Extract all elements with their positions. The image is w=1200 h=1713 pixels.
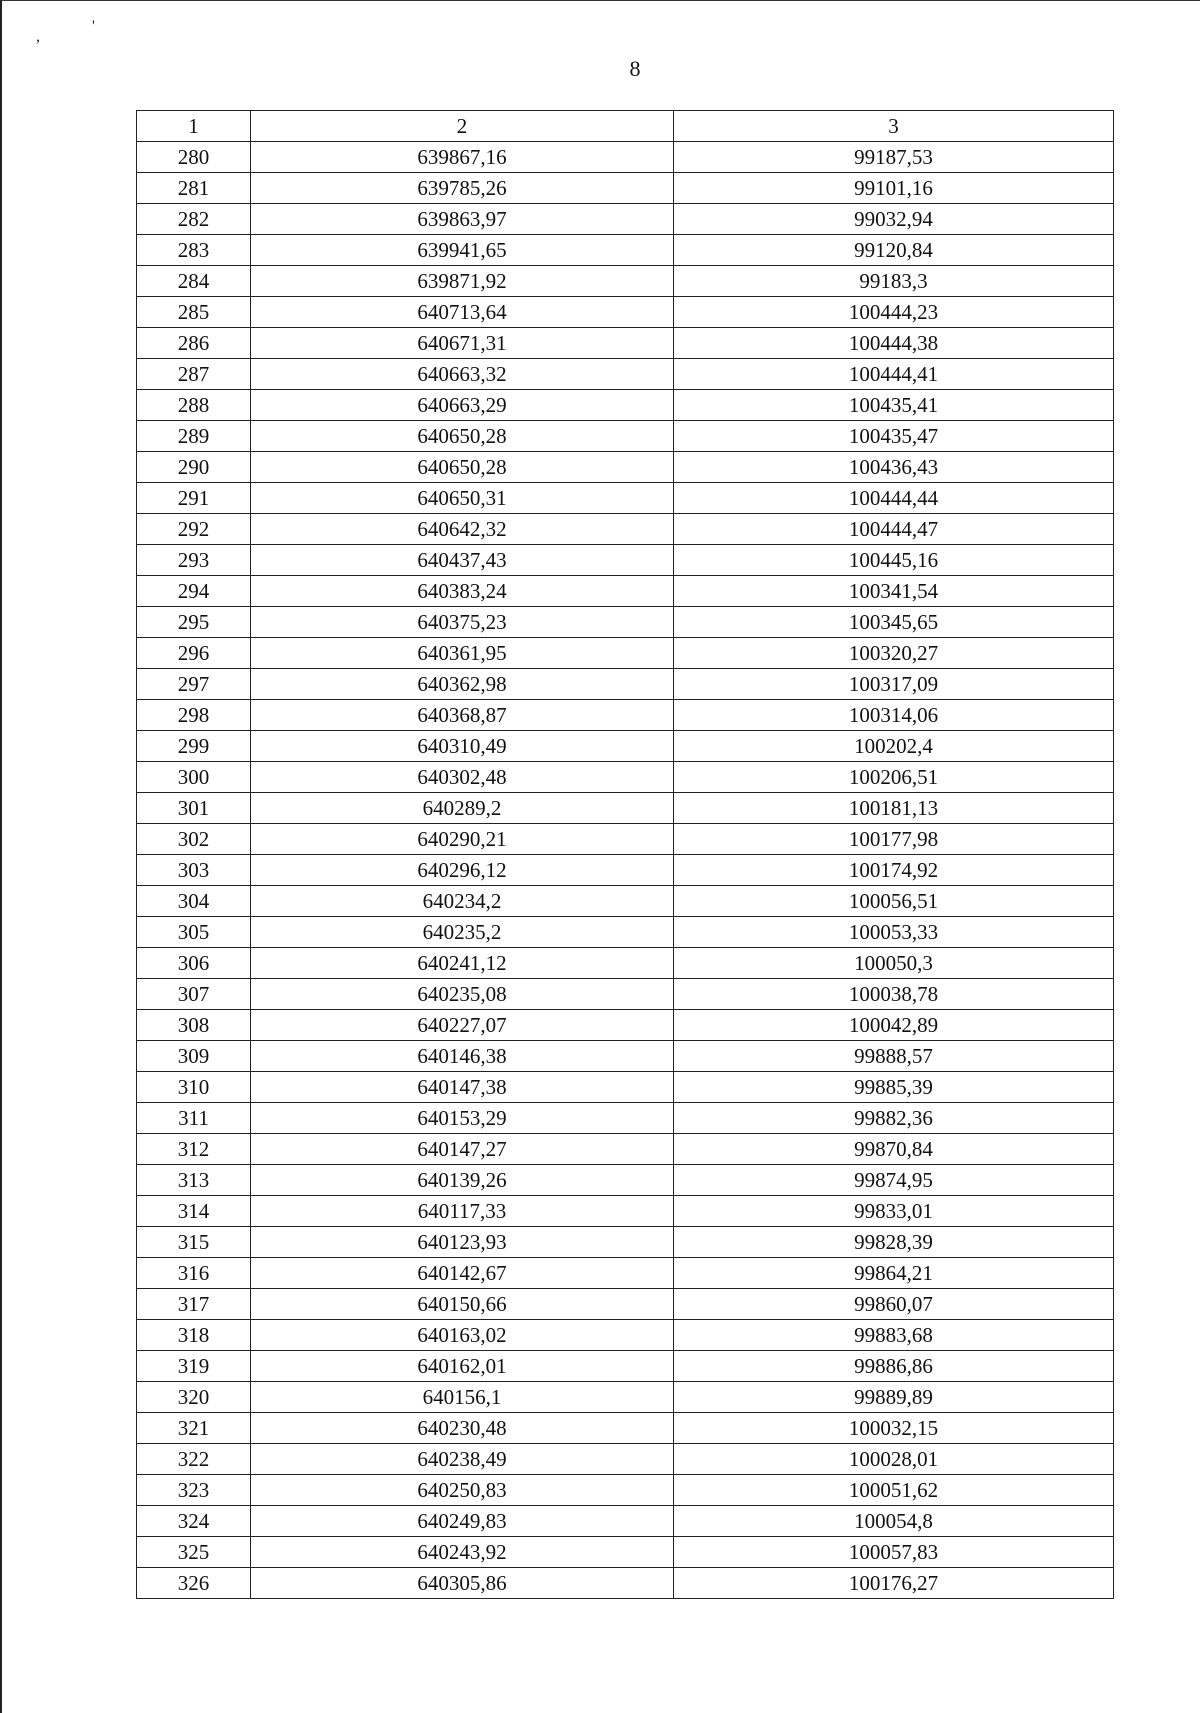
point-number-cell: 309 — [137, 1041, 251, 1072]
y-coordinate-cell: 100206,51 — [674, 762, 1114, 793]
header-cell-2: 2 — [251, 111, 674, 142]
table-row — [137, 1320, 1114, 1351]
x-coordinate-cell: 640713,64 — [251, 297, 674, 328]
x-coordinate-cell: 639941,65 — [251, 235, 674, 266]
point-number-cell: 319 — [137, 1351, 251, 1382]
table-row — [137, 1196, 1114, 1227]
point-number-cell: 284 — [137, 266, 251, 297]
table-row — [137, 762, 1114, 793]
y-coordinate-cell: 100341,54 — [674, 576, 1114, 607]
table-row — [137, 607, 1114, 638]
table-row — [137, 1227, 1114, 1258]
table-row — [137, 173, 1114, 204]
y-coordinate-cell: 100436,43 — [674, 452, 1114, 483]
y-coordinate-cell: 100056,51 — [674, 886, 1114, 917]
table-body — [137, 142, 1114, 1599]
table-row — [137, 576, 1114, 607]
x-coordinate-cell: 640235,08 — [251, 979, 674, 1010]
y-coordinate-cell: 100032,15 — [674, 1413, 1114, 1444]
point-number-cell: 286 — [137, 328, 251, 359]
table-row — [137, 824, 1114, 855]
point-number-cell: 281 — [137, 173, 251, 204]
y-coordinate-cell: 100444,44 — [674, 483, 1114, 514]
point-number-cell: 321 — [137, 1413, 251, 1444]
point-number-cell: 315 — [137, 1227, 251, 1258]
header-row — [137, 111, 1114, 142]
x-coordinate-cell: 640650,31 — [251, 483, 674, 514]
table-row — [137, 1413, 1114, 1444]
table-row — [137, 1382, 1114, 1413]
point-number-cell: 283 — [137, 235, 251, 266]
point-number-cell: 297 — [137, 669, 251, 700]
table-row — [137, 1072, 1114, 1103]
point-number-cell: 288 — [137, 390, 251, 421]
x-coordinate-cell: 640156,1 — [251, 1382, 674, 1413]
point-number-cell: 302 — [137, 824, 251, 855]
table-row — [137, 1351, 1114, 1382]
table-row — [137, 1165, 1114, 1196]
x-coordinate-cell: 640117,33 — [251, 1196, 674, 1227]
stray-mark: ' — [92, 18, 95, 35]
point-number-cell: 322 — [137, 1444, 251, 1475]
y-coordinate-cell: 100174,92 — [674, 855, 1114, 886]
point-number-cell: 295 — [137, 607, 251, 638]
table-row — [137, 1289, 1114, 1320]
x-coordinate-cell: 640238,49 — [251, 1444, 674, 1475]
y-coordinate-cell: 99886,86 — [674, 1351, 1114, 1382]
y-coordinate-cell: 99888,57 — [674, 1041, 1114, 1072]
y-coordinate-cell: 100176,27 — [674, 1568, 1114, 1599]
point-number-cell: 304 — [137, 886, 251, 917]
point-number-cell: 305 — [137, 917, 251, 948]
table-row — [137, 948, 1114, 979]
y-coordinate-cell: 100320,27 — [674, 638, 1114, 669]
x-coordinate-cell: 639871,92 — [251, 266, 674, 297]
table-row — [137, 266, 1114, 297]
table-row — [137, 1506, 1114, 1537]
point-number-cell: 301 — [137, 793, 251, 824]
table-row — [137, 421, 1114, 452]
point-number-cell: 318 — [137, 1320, 251, 1351]
x-coordinate-cell: 640163,02 — [251, 1320, 674, 1351]
point-number-cell: 300 — [137, 762, 251, 793]
y-coordinate-cell: 99032,94 — [674, 204, 1114, 235]
header-cell-3: 3 — [674, 111, 1114, 142]
y-coordinate-cell: 100028,01 — [674, 1444, 1114, 1475]
x-coordinate-cell: 640663,32 — [251, 359, 674, 390]
point-number-cell: 287 — [137, 359, 251, 390]
x-coordinate-cell: 640368,87 — [251, 700, 674, 731]
y-coordinate-cell: 100435,47 — [674, 421, 1114, 452]
x-coordinate-cell: 640302,48 — [251, 762, 674, 793]
table-row — [137, 1010, 1114, 1041]
y-coordinate-cell: 100317,09 — [674, 669, 1114, 700]
coordinates-table — [136, 110, 1114, 1599]
x-coordinate-cell: 640650,28 — [251, 421, 674, 452]
x-coordinate-cell: 640437,43 — [251, 545, 674, 576]
table-row — [137, 669, 1114, 700]
point-number-cell: 314 — [137, 1196, 251, 1227]
table-header — [137, 111, 1114, 142]
table-row — [137, 390, 1114, 421]
y-coordinate-cell: 100053,33 — [674, 917, 1114, 948]
x-coordinate-cell: 640650,28 — [251, 452, 674, 483]
x-coordinate-cell: 639785,26 — [251, 173, 674, 204]
table-row — [137, 328, 1114, 359]
table-row — [137, 483, 1114, 514]
y-coordinate-cell: 100054,8 — [674, 1506, 1114, 1537]
x-coordinate-cell: 640139,26 — [251, 1165, 674, 1196]
x-coordinate-cell: 640243,92 — [251, 1537, 674, 1568]
table-row — [137, 886, 1114, 917]
x-coordinate-cell: 639863,97 — [251, 204, 674, 235]
table-row — [137, 917, 1114, 948]
y-coordinate-cell: 99187,53 — [674, 142, 1114, 173]
point-number-cell: 280 — [137, 142, 251, 173]
table-row — [137, 979, 1114, 1010]
x-coordinate-cell: 640250,83 — [251, 1475, 674, 1506]
table-row — [137, 1041, 1114, 1072]
y-coordinate-cell: 100444,41 — [674, 359, 1114, 390]
y-coordinate-cell: 100202,4 — [674, 731, 1114, 762]
page-number: 8 — [629, 56, 641, 81]
point-number-cell: 299 — [137, 731, 251, 762]
y-coordinate-cell: 100345,65 — [674, 607, 1114, 638]
y-coordinate-cell: 100444,23 — [674, 297, 1114, 328]
table-row — [137, 514, 1114, 545]
y-coordinate-cell: 100038,78 — [674, 979, 1114, 1010]
y-coordinate-cell: 99882,36 — [674, 1103, 1114, 1134]
x-coordinate-cell: 640290,21 — [251, 824, 674, 855]
point-number-cell: 296 — [137, 638, 251, 669]
x-coordinate-cell: 639867,16 — [251, 142, 674, 173]
x-coordinate-cell: 640162,01 — [251, 1351, 674, 1382]
y-coordinate-cell: 100042,89 — [674, 1010, 1114, 1041]
x-coordinate-cell: 640383,24 — [251, 576, 674, 607]
table-row — [137, 731, 1114, 762]
x-coordinate-cell: 640663,29 — [251, 390, 674, 421]
point-number-cell: 311 — [137, 1103, 251, 1134]
y-coordinate-cell: 99120,84 — [674, 235, 1114, 266]
y-coordinate-cell: 99833,01 — [674, 1196, 1114, 1227]
x-coordinate-cell: 640289,2 — [251, 793, 674, 824]
table-row — [137, 235, 1114, 266]
table-row — [137, 297, 1114, 328]
x-coordinate-cell: 640296,12 — [251, 855, 674, 886]
point-number-cell: 313 — [137, 1165, 251, 1196]
y-coordinate-cell: 99860,07 — [674, 1289, 1114, 1320]
x-coordinate-cell: 640249,83 — [251, 1506, 674, 1537]
x-coordinate-cell: 640234,2 — [251, 886, 674, 917]
y-coordinate-cell: 99889,89 — [674, 1382, 1114, 1413]
y-coordinate-cell: 100177,98 — [674, 824, 1114, 855]
y-coordinate-cell: 100057,83 — [674, 1537, 1114, 1568]
x-coordinate-cell: 640361,95 — [251, 638, 674, 669]
table-row — [137, 638, 1114, 669]
point-number-cell: 307 — [137, 979, 251, 1010]
point-number-cell: 285 — [137, 297, 251, 328]
point-number-cell: 323 — [137, 1475, 251, 1506]
table-row — [137, 359, 1114, 390]
y-coordinate-cell: 99870,84 — [674, 1134, 1114, 1165]
point-number-cell: 303 — [137, 855, 251, 886]
x-coordinate-cell: 640310,49 — [251, 731, 674, 762]
y-coordinate-cell: 99874,95 — [674, 1165, 1114, 1196]
table-row — [137, 545, 1114, 576]
table-row — [137, 700, 1114, 731]
x-coordinate-cell: 640362,98 — [251, 669, 674, 700]
table-row — [137, 1568, 1114, 1599]
point-number-cell: 325 — [137, 1537, 251, 1568]
x-coordinate-cell: 640235,2 — [251, 917, 674, 948]
x-coordinate-cell: 640642,32 — [251, 514, 674, 545]
point-number-cell: 310 — [137, 1072, 251, 1103]
table-row — [137, 1475, 1114, 1506]
x-coordinate-cell: 640142,67 — [251, 1258, 674, 1289]
point-number-cell: 317 — [137, 1289, 251, 1320]
y-coordinate-cell: 100445,16 — [674, 545, 1114, 576]
point-number-cell: 290 — [137, 452, 251, 483]
point-number-cell: 289 — [137, 421, 251, 452]
x-coordinate-cell: 640150,66 — [251, 1289, 674, 1320]
x-coordinate-cell: 640241,12 — [251, 948, 674, 979]
x-coordinate-cell: 640375,23 — [251, 607, 674, 638]
point-number-cell: 320 — [137, 1382, 251, 1413]
point-number-cell: 298 — [137, 700, 251, 731]
y-coordinate-cell: 100435,41 — [674, 390, 1114, 421]
y-coordinate-cell: 100181,13 — [674, 793, 1114, 824]
y-coordinate-cell: 99864,21 — [674, 1258, 1114, 1289]
point-number-cell: 291 — [137, 483, 251, 514]
point-number-cell: 308 — [137, 1010, 251, 1041]
point-number-cell: 326 — [137, 1568, 251, 1599]
table-row — [137, 1258, 1114, 1289]
point-number-cell: 316 — [137, 1258, 251, 1289]
x-coordinate-cell: 640227,07 — [251, 1010, 674, 1041]
x-coordinate-cell: 640230,48 — [251, 1413, 674, 1444]
header-cell-1: 1 — [137, 111, 251, 142]
point-number-cell: 293 — [137, 545, 251, 576]
point-number-cell: 282 — [137, 204, 251, 235]
y-coordinate-cell: 100314,06 — [674, 700, 1114, 731]
x-coordinate-cell: 640153,29 — [251, 1103, 674, 1134]
table-row — [137, 855, 1114, 886]
point-number-cell: 324 — [137, 1506, 251, 1537]
x-coordinate-cell: 640123,93 — [251, 1227, 674, 1258]
point-number-cell: 312 — [137, 1134, 251, 1165]
table-row — [137, 793, 1114, 824]
x-coordinate-cell: 640147,38 — [251, 1072, 674, 1103]
point-number-cell: 306 — [137, 948, 251, 979]
table-row — [137, 204, 1114, 235]
table-row — [137, 1537, 1114, 1568]
stray-mark: , — [36, 28, 40, 45]
table-row — [137, 1444, 1114, 1475]
point-number-cell: 292 — [137, 514, 251, 545]
x-coordinate-cell: 640146,38 — [251, 1041, 674, 1072]
table-row — [137, 142, 1114, 173]
table-row — [137, 1134, 1114, 1165]
y-coordinate-cell: 99885,39 — [674, 1072, 1114, 1103]
table-row — [137, 1103, 1114, 1134]
x-coordinate-cell: 640671,31 — [251, 328, 674, 359]
table-row — [137, 452, 1114, 483]
y-coordinate-cell: 99101,16 — [674, 173, 1114, 204]
y-coordinate-cell: 99883,68 — [674, 1320, 1114, 1351]
x-coordinate-cell: 640305,86 — [251, 1568, 674, 1599]
y-coordinate-cell: 99828,39 — [674, 1227, 1114, 1258]
x-coordinate-cell: 640147,27 — [251, 1134, 674, 1165]
y-coordinate-cell: 100444,38 — [674, 328, 1114, 359]
y-coordinate-cell: 99183,3 — [674, 266, 1114, 297]
y-coordinate-cell: 100051,62 — [674, 1475, 1114, 1506]
point-number-cell: 294 — [137, 576, 251, 607]
y-coordinate-cell: 100050,3 — [674, 948, 1114, 979]
y-coordinate-cell: 100444,47 — [674, 514, 1114, 545]
